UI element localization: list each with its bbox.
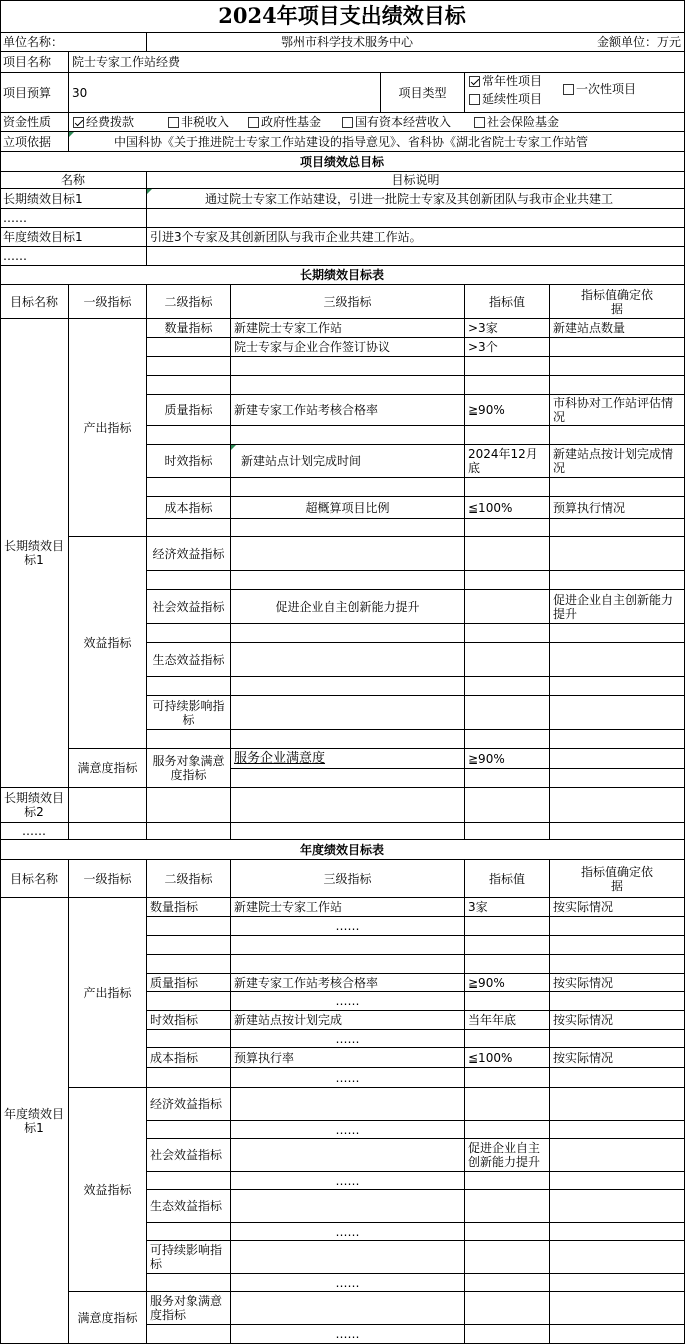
long-l3: 促进企业自主创新能力提升 (231, 590, 465, 624)
annual-ellipsis: …… (231, 1223, 465, 1241)
annual-ellipsis: …… (231, 1030, 465, 1048)
fund-nature-option-2[interactable]: 政府性基金 (248, 115, 330, 129)
long-value: ≦100% (465, 497, 550, 519)
long-value: 2024年12月底 (465, 445, 550, 478)
long-l3: 新建站点计划完成时间 (231, 445, 465, 478)
long-value (465, 590, 550, 624)
checkbox-icon (248, 117, 259, 128)
annual-ellipsis: …… (231, 1068, 465, 1088)
annual-ellipsis: …… (231, 1172, 465, 1190)
long-l3: 新建院士专家工作站 (231, 319, 465, 338)
annual-value: ≦100% (465, 1048, 550, 1068)
long-basis: 新建站点按计划完成情况 (550, 445, 685, 478)
long-l2-economic: 经济效益指标 (147, 537, 231, 571)
checkbox-icon (469, 76, 480, 87)
long-l1-satisfaction: 满意度指标 (69, 749, 147, 788)
long-goal-1: 长期绩效目标1 (0, 319, 69, 788)
comment-marker-icon (69, 132, 74, 137)
long-l3: 院士专家与企业合作签订协议 (231, 338, 465, 357)
overall-header-desc: 目标说明 (147, 172, 685, 189)
checkbox-icon (469, 94, 480, 105)
project-type-options (465, 73, 685, 113)
basis-label: 立项依据 (0, 132, 69, 152)
project-name: 院士专家工作站经费 (69, 52, 685, 73)
long-value: ≧90% (465, 395, 550, 426)
long-l2-quantity: 数量指标 (147, 319, 231, 338)
long-l3: 服务企业满意度 (231, 749, 465, 769)
fund-nature-options (69, 113, 685, 132)
overall-row-name: 年度绩效目标1 (0, 228, 147, 247)
annual-l2-time: 时效指标 (147, 1011, 231, 1030)
header-value: 指标值 (465, 285, 550, 319)
header-level2: 二级指标 (147, 285, 231, 319)
long-basis: 预算执行情况 (550, 497, 685, 519)
header-goal-name: 目标名称 (0, 285, 69, 319)
long-l1-benefit: 效益指标 (69, 537, 147, 749)
checkbox-icon (168, 117, 179, 128)
long-l2-eco: 生态效益指标 (147, 643, 231, 677)
fund-nature-option-1[interactable]: 非税收入 (168, 115, 236, 129)
annual-basis: 按实际情况 (550, 1011, 685, 1030)
annual-goal-1: 年度绩效目标1 (0, 898, 69, 1344)
long-l2-time: 时效指标 (147, 445, 231, 478)
long-term-table-title: 长期绩效目标表 (0, 266, 685, 285)
fund-nature-option-4[interactable]: 社会保险基金 (474, 115, 559, 129)
header-level2: 二级指标 (147, 860, 231, 898)
checkbox-icon (474, 117, 485, 128)
annual-l1-output: 产出指标 (69, 898, 147, 1088)
fund-nature-option-0[interactable]: 经费拨款 (73, 115, 156, 129)
header-basis: 指标值确定依据 (550, 860, 685, 898)
checkbox-icon (342, 117, 353, 128)
long-basis: 促进企业自主创新能力提升 (550, 590, 685, 624)
annual-value: ≧90% (465, 974, 550, 992)
checkbox-icon (563, 84, 574, 95)
annual-value: 3家 (465, 898, 550, 917)
annual-value: 促进企业自主创新能力提升 (465, 1139, 550, 1172)
long-l2-cost: 成本指标 (147, 497, 231, 519)
overall-row-desc: 引进3个专家及其创新团队与我市企业共建工作站。 (147, 228, 685, 247)
annual-ellipsis: …… (231, 917, 465, 936)
unit-name: 鄂州市科学技术服务中心 (147, 33, 547, 52)
project-type-option-0[interactable]: 常年性项目 (469, 74, 542, 88)
annual-l2-cost: 成本指标 (147, 1048, 231, 1068)
checkbox-icon (73, 117, 84, 128)
annual-value: 当年年底 (465, 1011, 550, 1030)
page-title: 2024年项目支出绩效目标 (0, 0, 685, 33)
overall-row-desc (147, 247, 685, 266)
long-basis (550, 749, 685, 769)
fund-nature-option-3[interactable]: 国有资本经营收入 (342, 115, 462, 129)
annual-ellipsis: …… (231, 1121, 465, 1139)
overall-row-name: 长期绩效目标1 (0, 189, 147, 209)
long-l2-social: 社会效益指标 (147, 590, 231, 624)
long-goal-2: 长期绩效目标2 (0, 788, 69, 823)
overall-header-name: 名称 (0, 172, 147, 189)
annual-ellipsis: …… (231, 1325, 465, 1344)
overall-row-desc (147, 209, 685, 228)
project-type-label: 项目类型 (381, 73, 465, 113)
annual-l3: 预算执行率 (231, 1048, 465, 1068)
annual-l3: 新建站点按计划完成 (231, 1011, 465, 1030)
long-value: >3家 (465, 319, 550, 338)
annual-l1-benefit: 效益指标 (69, 1088, 147, 1292)
overall-goals-title: 项目绩效总目标 (0, 152, 685, 172)
basis-text: 中国科协《关于推进院士专家工作站建设的指导意见》、省科协《湖北省院士专家工作站管 (69, 132, 685, 152)
annual-ellipsis: …… (231, 1274, 465, 1292)
comment-marker-icon (231, 445, 236, 450)
long-l3: 超概算项目比例 (231, 497, 465, 519)
header-goal-name: 目标名称 (0, 860, 69, 898)
overall-row-name: …… (0, 247, 147, 266)
long-l2-sustain: 可持续影响指标 (147, 696, 231, 730)
project-name-label: 项目名称 (0, 52, 69, 73)
long-basis: 新建站点数量 (550, 319, 685, 338)
annual-l3: 新建专家工作站考核合格率 (231, 974, 465, 992)
long-basis: 市科协对工作站评估情况 (550, 395, 685, 426)
money-unit: 金额单位：万元 (547, 33, 685, 52)
comment-marker-icon (147, 189, 152, 194)
annual-basis: 按实际情况 (550, 1048, 685, 1068)
overall-row-name: …… (0, 209, 147, 228)
annual-l2-quantity: 数量指标 (147, 898, 231, 917)
long-l1-output: 产出指标 (69, 319, 147, 537)
header-value: 指标值 (465, 860, 550, 898)
annual-l2-economic: 经济效益指标 (147, 1088, 231, 1121)
annual-l2-quality: 质量指标 (147, 974, 231, 992)
header-level3: 三级指标 (231, 860, 465, 898)
annual-basis: 按实际情况 (550, 898, 685, 917)
long-basis (550, 338, 685, 357)
annual-basis: 按实际情况 (550, 974, 685, 992)
annual-l2-eco: 生态效益指标 (147, 1190, 231, 1223)
budget-value: 30 (69, 73, 381, 113)
long-l3: 新建专家工作站考核合格率 (231, 395, 465, 426)
long-ellipsis: …… (0, 823, 69, 840)
header-basis: 指标值确定依据 (550, 285, 685, 319)
long-l2-service: 服务对象满意度指标 (147, 749, 231, 788)
annual-l3 (231, 1139, 465, 1172)
annual-ellipsis: …… (231, 992, 465, 1011)
annual-basis (550, 1139, 685, 1172)
project-type-option-2[interactable]: 一次性项目 (563, 82, 636, 96)
overall-row-desc: 通过院士专家工作站建设，引进一批院士专家及其创新团队与我市企业共建工 (147, 189, 685, 209)
header-level1: 一级指标 (69, 285, 147, 319)
annual-table-title: 年度绩效目标表 (0, 840, 685, 860)
annual-l2-social: 社会效益指标 (147, 1139, 231, 1172)
annual-l3: 新建院士专家工作站 (231, 898, 465, 917)
header-level3: 三级指标 (231, 285, 465, 319)
project-type-option-1[interactable]: 延续性项目 (469, 92, 542, 106)
annual-l1-satisfaction: 满意度指标 (69, 1292, 147, 1344)
unit-name-label: 单位名称： (0, 33, 147, 52)
budget-label: 项目预算 (0, 73, 69, 113)
long-value: >3个 (465, 338, 550, 357)
long-l2-quality: 质量指标 (147, 395, 231, 426)
header-level1: 一级指标 (69, 860, 147, 898)
long-value: ≧90% (465, 749, 550, 769)
annual-l2-sustain: 可持续影响指标 (147, 1241, 231, 1274)
fund-nature-label: 资金性质 (0, 113, 69, 132)
annual-l2-service: 服务对象满意度指标 (147, 1292, 231, 1325)
